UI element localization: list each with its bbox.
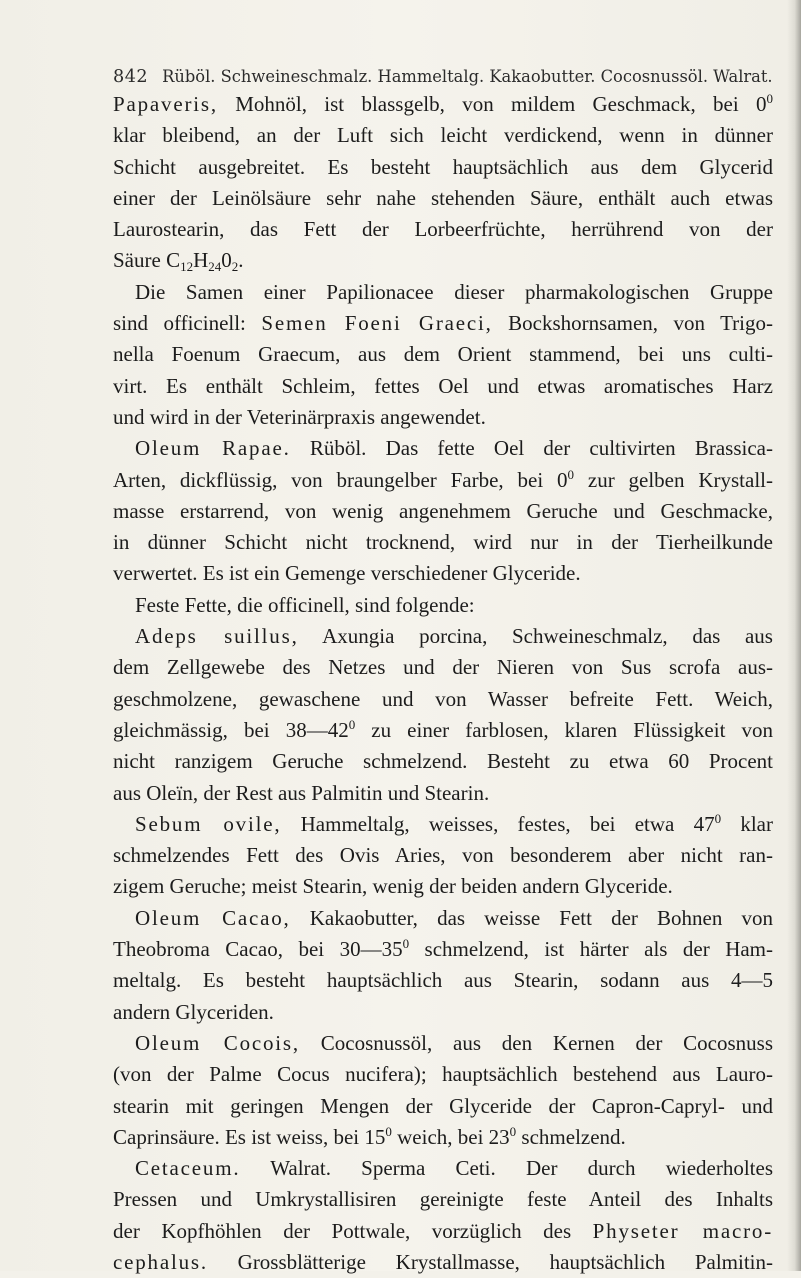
drug-term: Cetaceum. — [135, 1156, 241, 1181]
text-line: masse erstarrend, von wenig angenehmem Geruche und Geschmacke, — [113, 498, 773, 523]
text-line: Oleum Cacao, Kakaobutter, das weisse Fett der Bohnen von — [135, 905, 773, 930]
text-line: nicht ranzigem Geruche schmelzend. Besteht zu etwa 60 Procent — [113, 749, 773, 774]
text-line: Schicht ausgebreitet. Es besteht hauptsächlich aus dem Glycerid — [113, 154, 773, 179]
drug-term: Semen Foeni Graeci, — [261, 311, 493, 336]
text-line: und wird in der Veterinärpraxis angewendet. — [113, 404, 486, 429]
text-line: stearin mit geringen Mengen der Glyceride der Capron-Capryl- und — [113, 1093, 773, 1118]
text-line: Säure $C_{12}H_{24}0_2$. — [113, 248, 244, 275]
text-line: Caprinsäure. Es ist weiss, bei $15^0$ weich, bei $23^0$ schmelzend. — [113, 1123, 626, 1149]
text-line: Papaveris, Mohnöl, ist blassgelb, von mildem Geschmack, bei $0^0$ — [113, 91, 773, 116]
degree-sign: 0 — [385, 1123, 392, 1139]
page-edge-shadow — [787, 0, 801, 1271]
text-line: Adeps suillus, Axungia porcina, Schweineschmalz, das aus — [135, 624, 773, 649]
degree-sign: 0 — [509, 1123, 517, 1139]
drug-term: Oleum Cacao, — [135, 905, 291, 930]
body-text — [113, 89, 773, 1278]
text-line: andern Glyceriden. — [113, 999, 274, 1024]
text-line: Oleum Rapae. Rüböl. Das fette Oel der cultivirten Brassica- — [135, 436, 773, 461]
degree-sign: 0 — [567, 466, 575, 482]
text-line: Arten, dickflüssig, von braungelber Farbe, bei $0^0$ zur gelben Krystall- — [113, 466, 773, 492]
text-line: zigem Geruche; meist Stearin, wenig der beiden andern Glyceride. — [113, 874, 673, 899]
text-line: sind officinell: Semen Foeni Graeci, Bockshornsamen, von Trigo- — [113, 311, 773, 336]
drug-term: Physeter macro- — [592, 1218, 773, 1243]
drug-term: Oleum Cocois, — [135, 1030, 300, 1055]
text-line: einer der Leinölsäure sehr nahe stehenden Säure, enthält auch etwas — [113, 185, 773, 210]
text-line: schmelzendes Fett des Ovis Aries, von besonderem aber nicht ran- — [113, 843, 773, 868]
text-line: virt. Es enthält Schleim, fettes Oel und etwas aromatisches Harz — [113, 373, 773, 398]
drug-term: Adeps suillus, — [135, 624, 299, 649]
page-number: 842 — [113, 67, 149, 87]
text-line: Feste Fette, die officinell, sind folgende: — [135, 592, 475, 617]
text-line: aus Oleïn, der Rest aus Palmitin und Stearin. — [113, 780, 490, 805]
degree-sign: 0 — [766, 91, 773, 106]
text-line: Die Samen einer Papilionacee dieser pharmakologischen Gruppe — [135, 279, 773, 304]
text-line: Laurostearin, das Fett der Lorbeerfrüchte, herrührend von der — [113, 217, 773, 242]
text-line: geschmolzene, gewaschene und von Wasser befreite Fett. Weich, — [113, 686, 773, 711]
text-line: cephalus. Grossblätterige Krystallmasse, hauptsächlich Palmitin- — [113, 1249, 773, 1274]
text-line: verwertet. Es ist ein Gemenge verschiedener Glyceride. — [113, 561, 581, 586]
text-line: nella Foenum Graecum, aus dem Orient stammend, bei uns culti- — [113, 342, 773, 367]
drug-term: Papaveris, — [113, 92, 218, 116]
text-line: Pressen und Umkrystallisiren gereinigte feste Anteil des Inhalts — [113, 1187, 773, 1212]
text-line: Oleum Cocois, Cocosnussöl, aus den Kernen der Cocosnuss — [135, 1030, 774, 1055]
degree-sign: 0 — [714, 810, 722, 826]
running-head-title: Rüböl. Schweineschmalz. Hammeltalg. Kakaobutter. Cocosnussöl. Walrat. — [162, 67, 773, 86]
text-line: (von der Palme Cocus nucifera); hauptsächlich bestehend aus Lauro- — [113, 1062, 773, 1087]
text-line: klar bleibend, an der Luft sich leicht verdickend, wenn in dünner — [113, 123, 773, 148]
text-line: Cetaceum. Walrat. Sperma Ceti. Der durch wiederholtes — [135, 1156, 773, 1181]
degree-sign: 0 — [402, 936, 410, 952]
text-line: Sebum ovile, Hammeltalg, weisses, festes, bei etwa $47^0$ klar — [135, 810, 773, 836]
drug-term: Sebum ovile, — [135, 811, 282, 836]
text-line: meltalg. Es besteht hauptsächlich aus Stearin, sodann aus 4—5 — [113, 968, 773, 993]
text-line: der Kopfhöhlen der Pottwale, vorzüglich des Physeter macro- — [113, 1218, 773, 1243]
text-line: Theobroma Cacao, bei $30—35^0$ schmelzend, ist härter als der Ham- — [113, 936, 774, 962]
text-line: in dünner Schicht nicht trocknend, wird nur in der Tierheilkunde — [113, 530, 773, 555]
running-header — [113, 62, 793, 92]
degree-sign: 0 — [348, 716, 356, 732]
drug-term: cephalus. — [113, 1249, 208, 1274]
text-line: gleichmässig, bei $38—42^0$ zu einer farblosen, klaren Flüssigkeit von — [113, 716, 773, 742]
drug-term: Oleum Rapae. — [135, 436, 291, 461]
text-line: dem Zellgewebe des Netzes und der Nieren von Sus scrofa aus- — [113, 655, 773, 680]
